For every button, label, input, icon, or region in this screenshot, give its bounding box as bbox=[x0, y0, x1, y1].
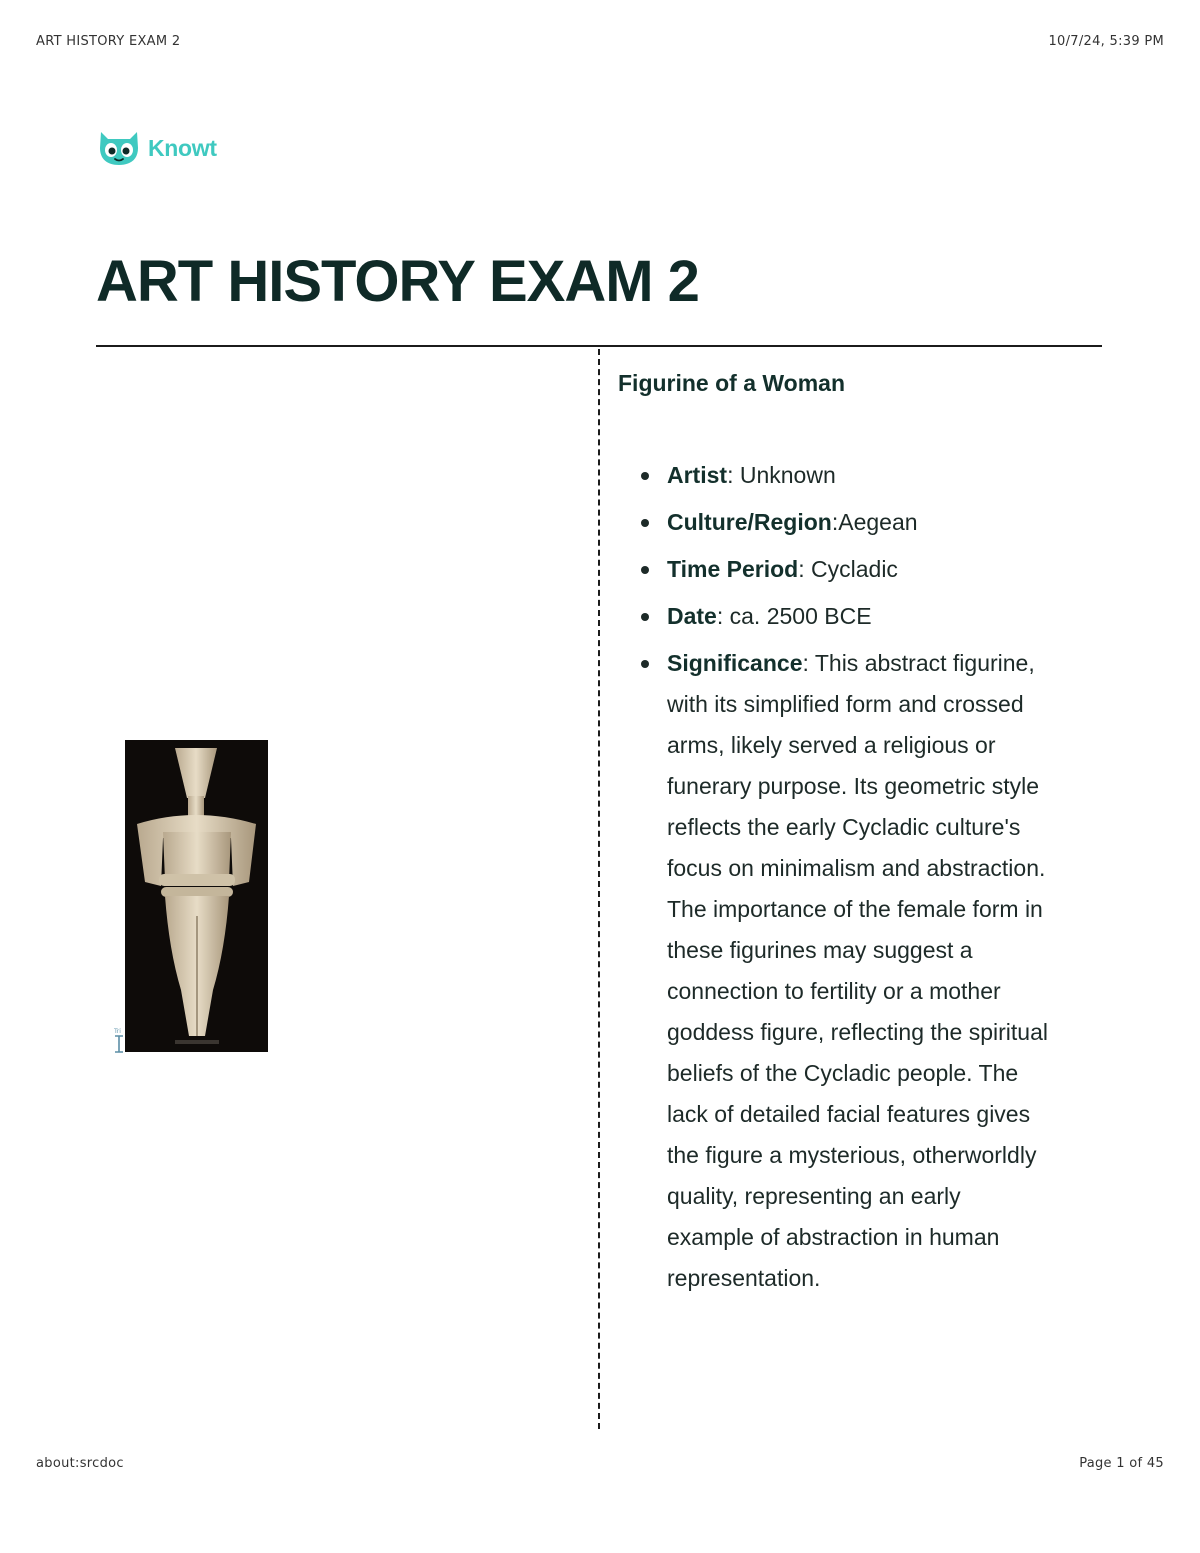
bullet-icon bbox=[641, 660, 649, 668]
list-item bbox=[618, 549, 1048, 590]
document-title: ART HISTORY EXAM 2 bbox=[96, 249, 699, 314]
fact-label: Significance bbox=[667, 650, 803, 676]
card-title: Figurine of a Woman bbox=[618, 370, 846, 396]
bullet-icon bbox=[641, 566, 649, 574]
fact-label: Culture/Region bbox=[667, 509, 832, 535]
list-item bbox=[618, 596, 1048, 637]
bullet-icon bbox=[641, 519, 649, 527]
print-footer bbox=[36, 1456, 1164, 1471]
footer-url: about:srcdoc bbox=[36, 1456, 124, 1471]
facts-list bbox=[618, 455, 1048, 1305]
fact-separator: : bbox=[727, 462, 740, 488]
fact-separator: : bbox=[831, 509, 839, 535]
column-divider bbox=[598, 349, 600, 1429]
cat-mascot-icon bbox=[96, 126, 142, 171]
list-item bbox=[618, 455, 1048, 496]
page-number: Page 1 of 45 bbox=[1079, 1456, 1164, 1471]
list-item bbox=[618, 643, 1048, 1299]
fact-value: Unknown bbox=[739, 462, 836, 488]
fact-label: Artist bbox=[667, 462, 728, 488]
term-image[interactable] bbox=[125, 740, 268, 1052]
print-header-datetime: 10/7/24, 5:39 PM bbox=[1048, 34, 1164, 49]
brand-name: Knowt bbox=[148, 135, 217, 161]
bullet-icon bbox=[641, 472, 649, 480]
print-header bbox=[36, 34, 1164, 49]
fact-separator: : bbox=[802, 650, 815, 676]
print-header-title: ART HISTORY EXAM 2 bbox=[36, 34, 181, 49]
fact-value: This abstract figurine, with its simplified form and crossed arms, likely served a religious or funerary purpose. Its geometric style reflects the early Cycladic culture's focus on minimalism and abstraction. The importance of the female form in these figurines may suggest a connection to fertility or a mother goddess figure, reflecting the spiritual beliefs of the Cycladic people. The lack of detailed facial features gives the figure a mysterious, otherworldly quality, representing an early example of abstraction in human representation. bbox=[667, 650, 1048, 1291]
fact-label: Time Period bbox=[667, 556, 799, 582]
fact-value: Aegean bbox=[838, 509, 918, 535]
knowt-logo[interactable] bbox=[96, 126, 217, 171]
text-cursor-icon bbox=[113, 1026, 125, 1054]
fact-separator: : bbox=[716, 603, 730, 629]
title-divider bbox=[96, 345, 1102, 347]
list-item bbox=[618, 502, 1048, 543]
bullet-icon bbox=[641, 613, 649, 621]
fact-separator: : bbox=[798, 556, 812, 582]
fact-value: ca. 2500 BCE bbox=[729, 603, 872, 629]
fact-value: Cycladic bbox=[811, 556, 898, 582]
svg-text:Tri: Tri bbox=[114, 1028, 121, 1035]
fact-label: Date bbox=[667, 603, 717, 629]
